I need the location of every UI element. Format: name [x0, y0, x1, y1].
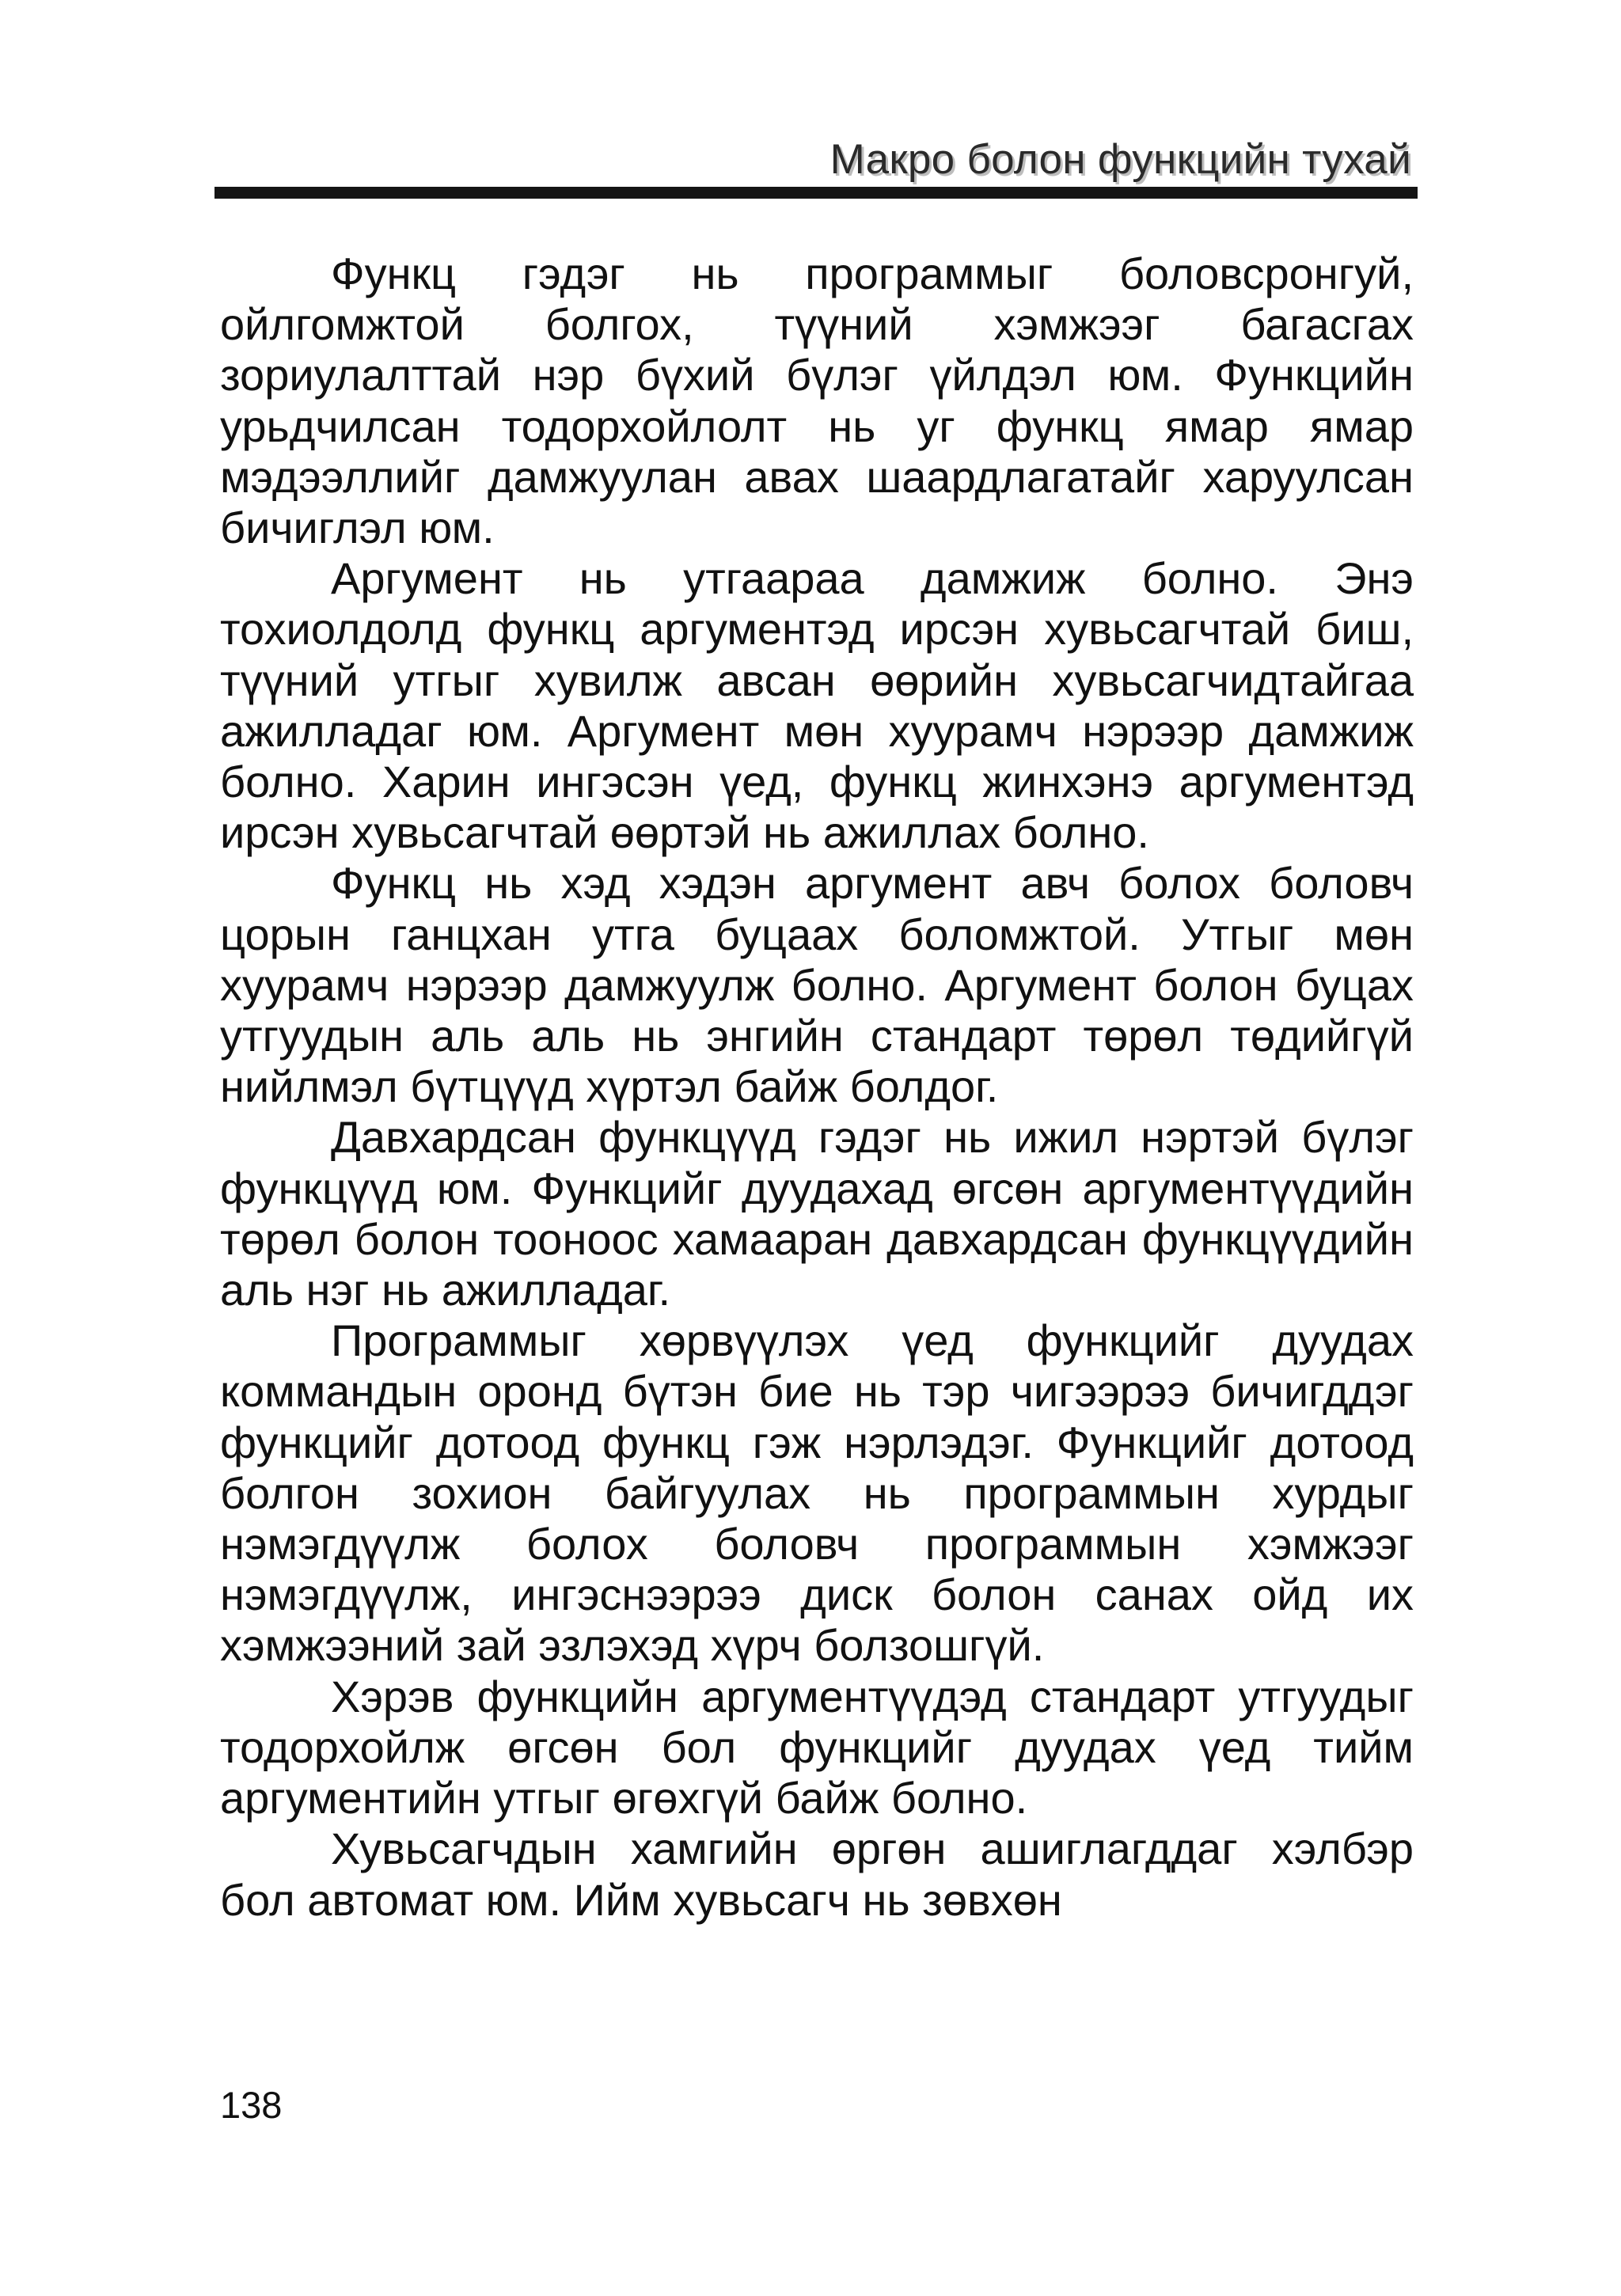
running-header-title: Макро болон функцийн тухай — [829, 136, 1411, 183]
page-number: 138 — [220, 2084, 283, 2126]
paragraph-4: Давхардсан функцүүд гэдэг нь ижил нэртэй бүлэг функцүүд юм. Функцийг дуудахад өгсөн аргументүүдийн төрөл болон тооноос хамааран давхардсан функцүүдийн аль нэг нь ажилладаг. — [220, 1112, 1414, 1315]
paragraph-7: Хувьсагчдын хамгийн өргөн ашиглагддаг хэлбэр бол автомат юм. Ийм хувьсагч нь зөвхөн — [220, 1824, 1414, 1925]
body-text — [220, 249, 1414, 1926]
paragraph-1: Функц гэдэг нь программыг боловсронгуй, ойлгомжтой болгох, түүний хэмжээг багасгах зориулалттай нэр бүхий бүлэг үйлдэл юм. Функцийн урьдчилсан тодорхойлолт нь уг функц ямар ямар мэдээллийг дамжуулан авах шаардлагатайг харуулсан бичиглэл юм. — [220, 249, 1414, 553]
paragraph-5: Программыг хөрвүүлэх үед функцийг дуудах коммандын оронд бүтэн бие нь тэр чигээрээ бичигддэг функцийг дотоод функц гэж нэрлэдэг. Функцийг дотоод болгон зохион байгуулах нь программын хурдыг нэмэгдүүлж болох боловч программын хэмжээг нэмэгдүүлж, ингэснээрээ диск болон санах ойд их хэмжээний зай эзлэхэд хүрч болзошгүй. — [220, 1315, 1414, 1671]
paragraph-2: Аргумент нь утгаараа дамжиж болно. Энэ тохиолдолд функц аргументэд ирсэн хувьсагчтай биш, түүний утгыг хувилж авсан өөрийн хувьсагчидтайгаа ажилладаг юм. Аргумент мөн хуурамч нэрээр дамжиж болно. Харин ингэсэн үед, функц жинхэнэ аргументэд ирсэн хувьсагчтай өөртэй нь ажиллах болно. — [220, 553, 1414, 858]
header-rule — [214, 187, 1418, 199]
paragraph-3: Функц нь хэд хэдэн аргумент авч болох боловч цорын ганцхан утга буцаах боломжтой. Утгыг мөн хуурамч нэрээр дамжуулж болно. Аргумент болон буцах утгуудын аль аль нь энгийн стандарт төрөл төдийгүй нийлмэл бүтцүүд хүртэл байж болдог. — [220, 858, 1414, 1112]
paragraph-6: Хэрэв функцийн аргументүүдэд стандарт утгуудыг тодорхойлж өгсөн бол функцийг дуудах үед тийм аргументийн утгыг өгөхгүй байж болно. — [220, 1671, 1414, 1824]
